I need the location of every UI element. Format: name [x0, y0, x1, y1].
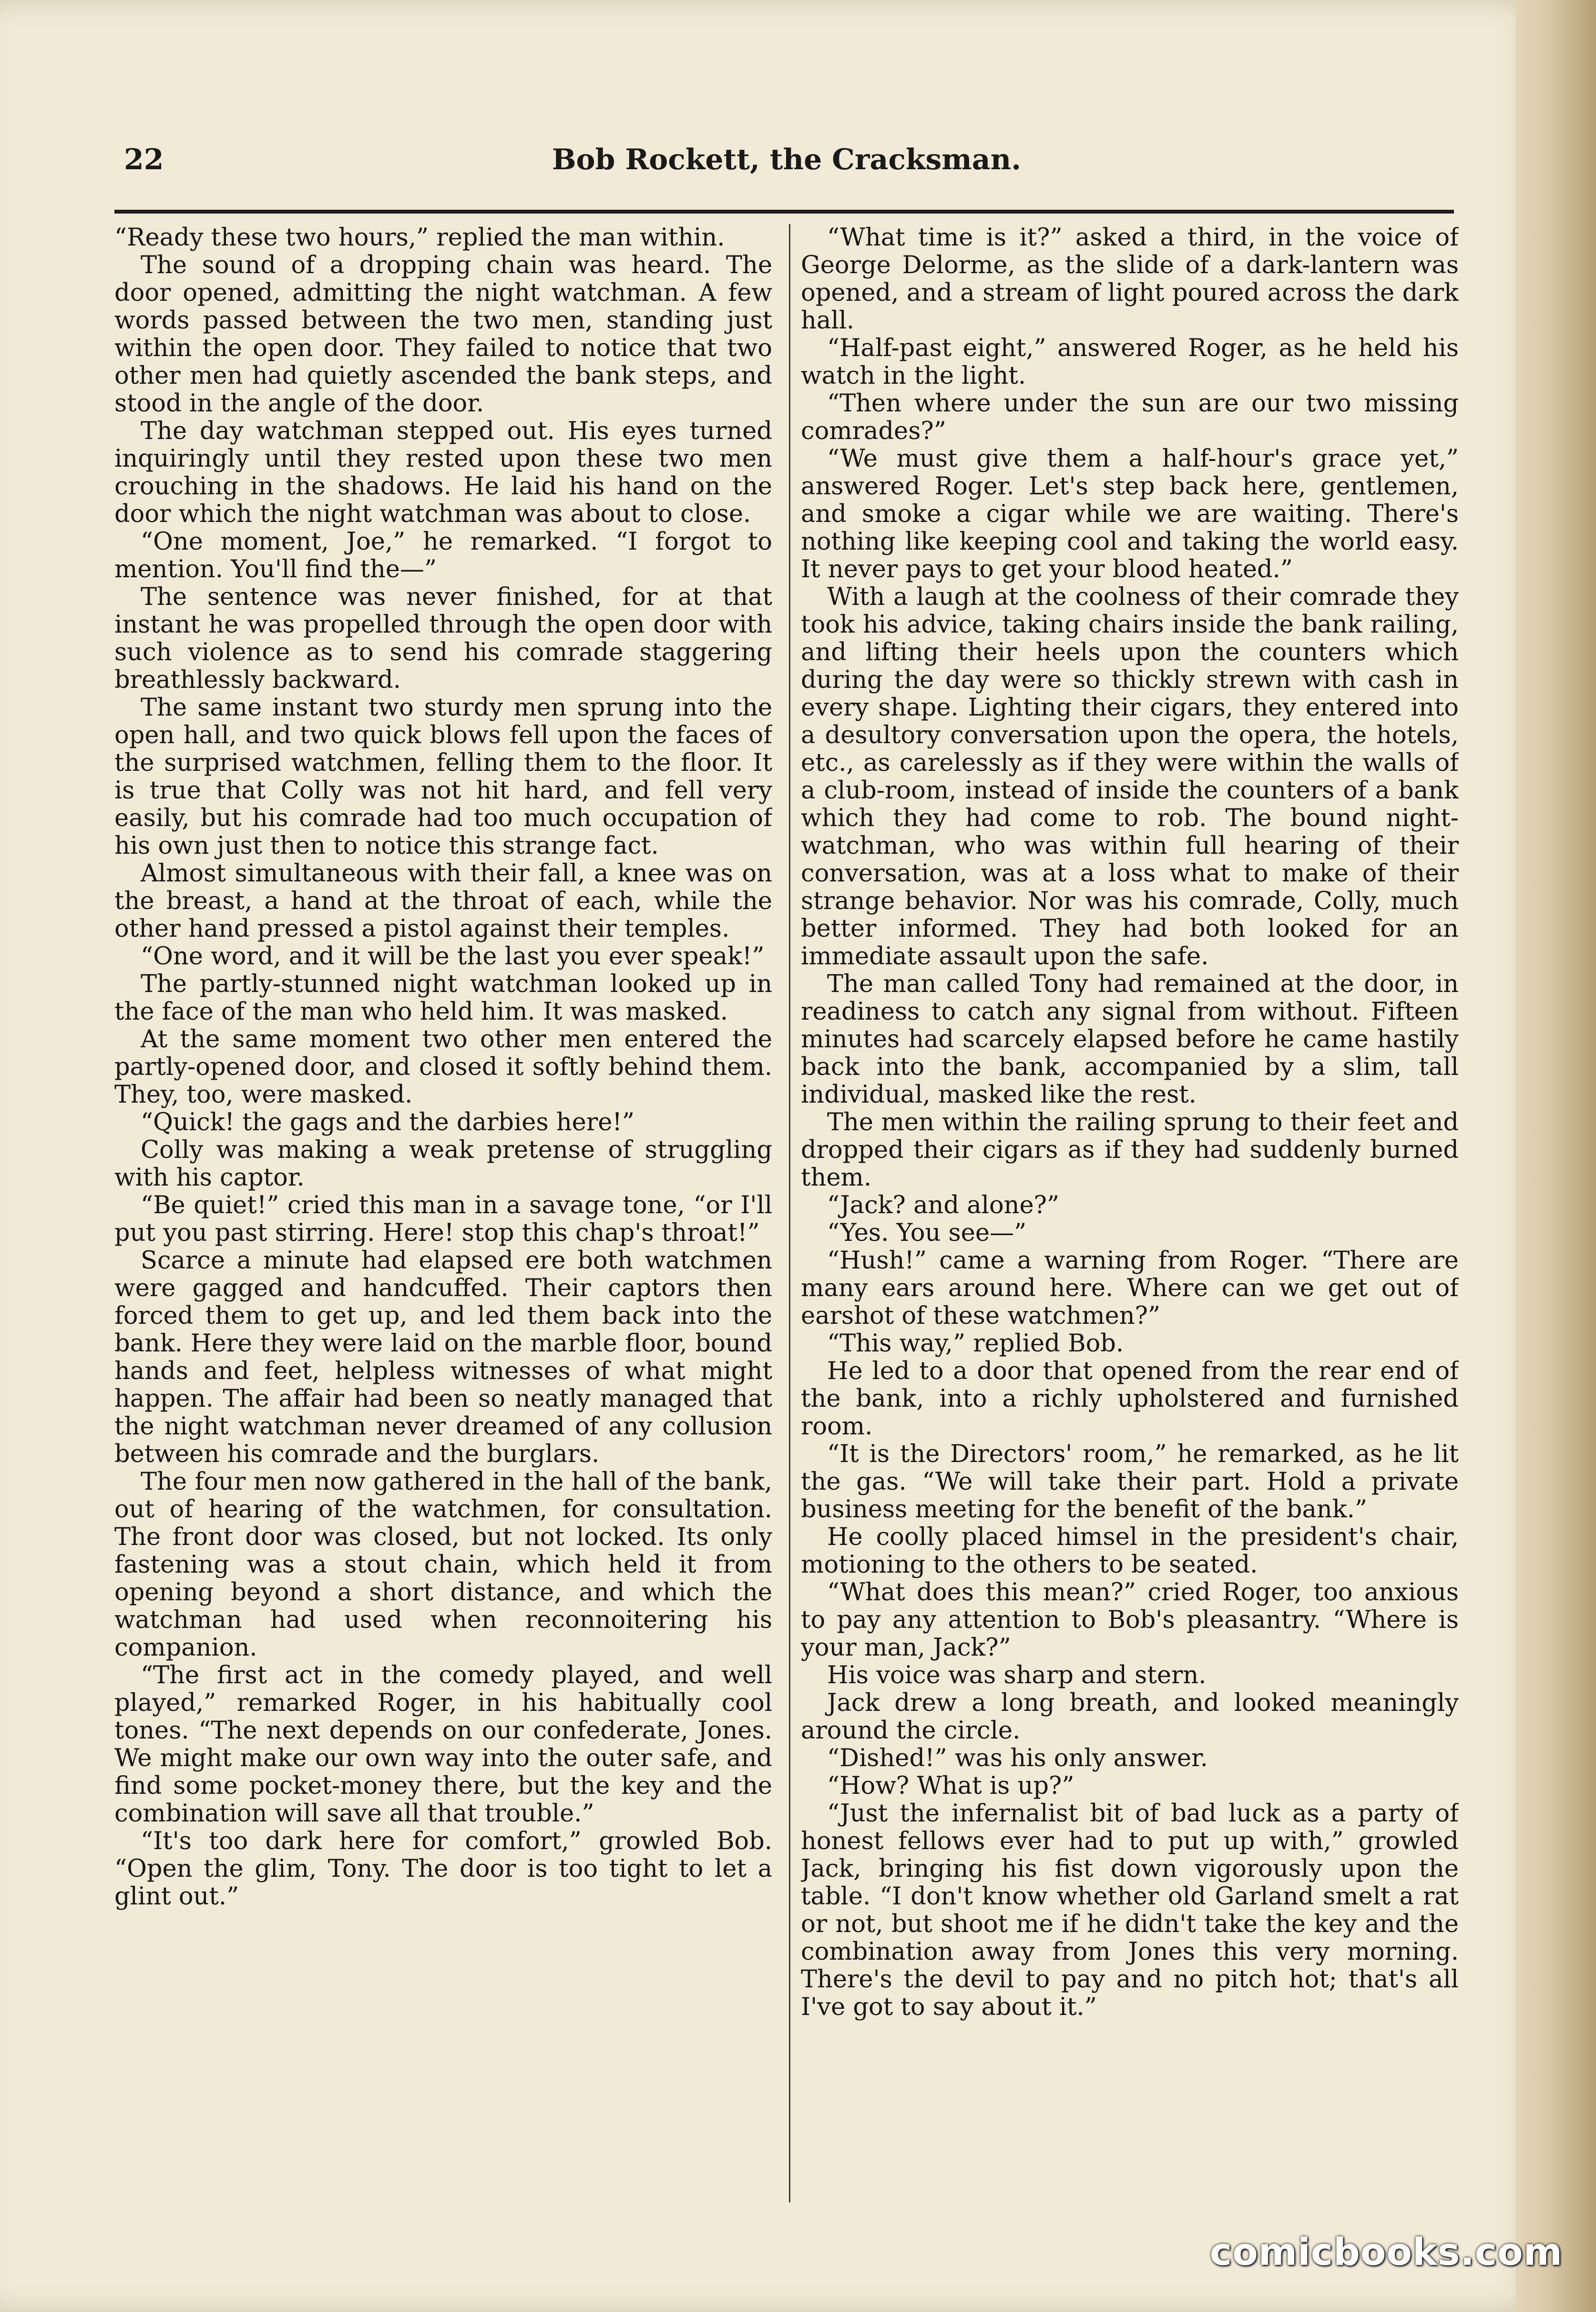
paragraph: The same instant two sturdy men sprung into the open hall, and two quick blows fell upon the faces of the surprised watchmen, felling them to the floor. It is true that Colly was not hit hard, and fell very easily, but his comrade had too much occupation of his own just then to notice this strange fact. — [114, 694, 772, 860]
paragraph: He led to a door that opened from the rear end of the bank, into a richly upholstered and furnished room. — [801, 1357, 1459, 1441]
page-number: 22 — [124, 143, 164, 176]
paragraph: “We must give them a half-hour's grace yet,” answered Roger. Let's step back here, gentlemen, and smoke a cigar while we are waiting. There's nothing like keeping cool and taking the world easy. It never pays to get your blood heated.” — [801, 445, 1459, 583]
paragraph: “Then where under the sun are our two missing comrades?” — [801, 389, 1459, 445]
paragraph: The man called Tony had remained at the door, in readiness to catch any signal from without. Fifteen minutes had scarcely elapsed before he came hastily back into the bank, accompanied by a slim, tall individual, masked like the rest. — [801, 970, 1459, 1109]
page-header — [114, 143, 1459, 200]
paragraph: He coolly placed himsel in the president's chair, motioning to the others to be seated. — [801, 1523, 1459, 1579]
paragraph: The men within the railing sprung to their feet and dropped their cigars as if they had suddenly burned them. — [801, 1108, 1459, 1192]
paragraph: Almost simultaneous with their fall, a knee was on the breast, a hand at the throat of each, while the other hand pressed a pistol against their temples. — [114, 859, 772, 943]
paragraph: With a laugh at the coolness of their comrade they took his advice, taking chairs inside the bank railing, and lifting their heels upon the counters which during the day were so thickly strewn with cash in every shape. Lighting their cigars, they entered into a desultory conversation upon the opera, the hotels, etc., as carelessly as if they were within the walls of a club-room, instead of inside the counters of a bank which they had come to rob. The bound night-watchman, who was within full hearing of their conversation, was at a loss what to make of their strange behavior. Nor was his comrade, Colly, much better informed. They had both looked for an immediate assault upon the safe. — [801, 583, 1459, 971]
running-title: Bob Rockett, the Cracksman. — [552, 143, 1022, 176]
paragraph: The sound of a dropping chain was heard. The door opened, admitting the night watchman. A few words passed between the two men, standing just within the open door. They failed to notice that two other men had quietly ascended the bank steps, and stood in the angle of the door. — [114, 251, 772, 418]
paragraph: “It is the Directors' room,” he remarked, as he lit the gas. “We will take their part. Hold a private business meeting for the benefit of the bank.” — [801, 1440, 1459, 1524]
paragraph: Colly was making a weak pretense of struggling with his captor. — [114, 1136, 772, 1192]
page-edge — [1516, 0, 1596, 2312]
right-column — [801, 224, 1459, 2207]
header-rule — [114, 210, 1454, 214]
paragraph: “Jack? and alone?” — [827, 1191, 1060, 1219]
left-column — [114, 224, 772, 2207]
paragraph: “The first act in the comedy played, and well played,” remarked Roger, in his habitually cool tones. “The next depends on our confederate, Jones. We might make our own way into the outer safe, and find some pocket-money there, but the key and the combination will save all that trouble.” — [114, 1661, 772, 1828]
paragraph: “Be quiet!” cried this man in a savage tone, “or I'll put you past stirring. Here! stop this chap's throat!” — [114, 1191, 772, 1247]
paragraph: “Dished!” was his only answer. — [827, 1744, 1208, 1772]
paragraph: “It's too dark here for comfort,” growled Bob. “Open the glim, Tony. The door is too tight to let a glint out.” — [114, 1827, 772, 1911]
paragraph: “This way,” replied Bob. — [827, 1330, 1124, 1358]
paragraph: The day watchman stepped out. His eyes turned inquiringly until they rested upon these two men crouching in the shadows. He laid his hand on the door which the night watchman was about to close. — [114, 417, 772, 528]
site-watermark: comicbooks.com — [1209, 2231, 1563, 2274]
paragraph: “Ready these two hours,” replied the man within. — [114, 224, 725, 252]
paragraph: “What time is it?” asked a third, in the voice of George Delorme, as the slide of a dark-lantern was opened, and a stream of light poured across the dark hall. — [801, 224, 1459, 335]
paragraph: At the same moment two other men entered the partly-opened door, and closed it softly behind them. They, too, were masked. — [114, 1025, 772, 1109]
paragraph: “One moment, Joe,” he remarked. “I forgot to mention. You'll find the—” — [114, 528, 772, 583]
paragraph: “Yes. You see—” — [827, 1219, 1027, 1247]
paragraph: “Quick! the gags and the darbies here!” — [141, 1108, 634, 1136]
paragraph: “Just the infernalist bit of bad luck as a party of honest fellows ever had to put up with,” growled Jack, bringing his fist down vigorously upon the table. “I don't know whether old Garland smelt a rat or not, but shoot me if he didn't take the key and the combination away from Jones this very morning. There's the devil to pay and no pitch hot; that's all I've got to say about it.” — [801, 1800, 1459, 2021]
paragraph: “What does this mean?” cried Roger, too anxious to pay any attention to Bob's pleasantry. “Where is your man, Jack?” — [801, 1578, 1459, 1662]
paragraph: “Half-past eight,” answered Roger, as he held his watch in the light. — [801, 334, 1459, 390]
paragraph: Jack drew a long breath, and looked meaningly around the circle. — [801, 1689, 1459, 1745]
paragraph: His voice was sharp and stern. — [827, 1661, 1207, 1689]
paragraph: “Hush!” came a warning from Roger. “There are many ears around here. Where can we get out of earshot of these watchmen?” — [801, 1247, 1459, 1330]
paragraph: Scarce a minute had elapsed ere both watchmen were gagged and handcuffed. Their captors then forced them to get up, and led them back into the bank. Here they were laid on the marble floor, bound hands and feet, helpless witnesses of what might happen. The affair had been so neatly managed that the night watchman never dreamed of any collusion between his comrade and the burglars. — [114, 1247, 772, 1468]
paragraph: The four men now gathered in the hall of the bank, out of hearing of the watchmen, for consultation. The front door was closed, but not locked. Its only fastening was a stout chain, which held it from opening beyond a short distance, and which the watchman had used when reconnoitering his companion. — [114, 1468, 772, 1662]
paragraph: The sentence was never finished, for at that instant he was propelled through the open door with such violence as to send his comrade staggering breathlessly backward. — [114, 583, 772, 694]
paragraph: “One word, and it will be the last you ever speak!” — [141, 942, 765, 971]
column-divider — [789, 224, 790, 2202]
paragraph: The partly-stunned night watchman looked up in the face of the man who held him. It was masked. — [114, 970, 772, 1026]
paragraph: “How? What is up?” — [827, 1772, 1074, 1800]
